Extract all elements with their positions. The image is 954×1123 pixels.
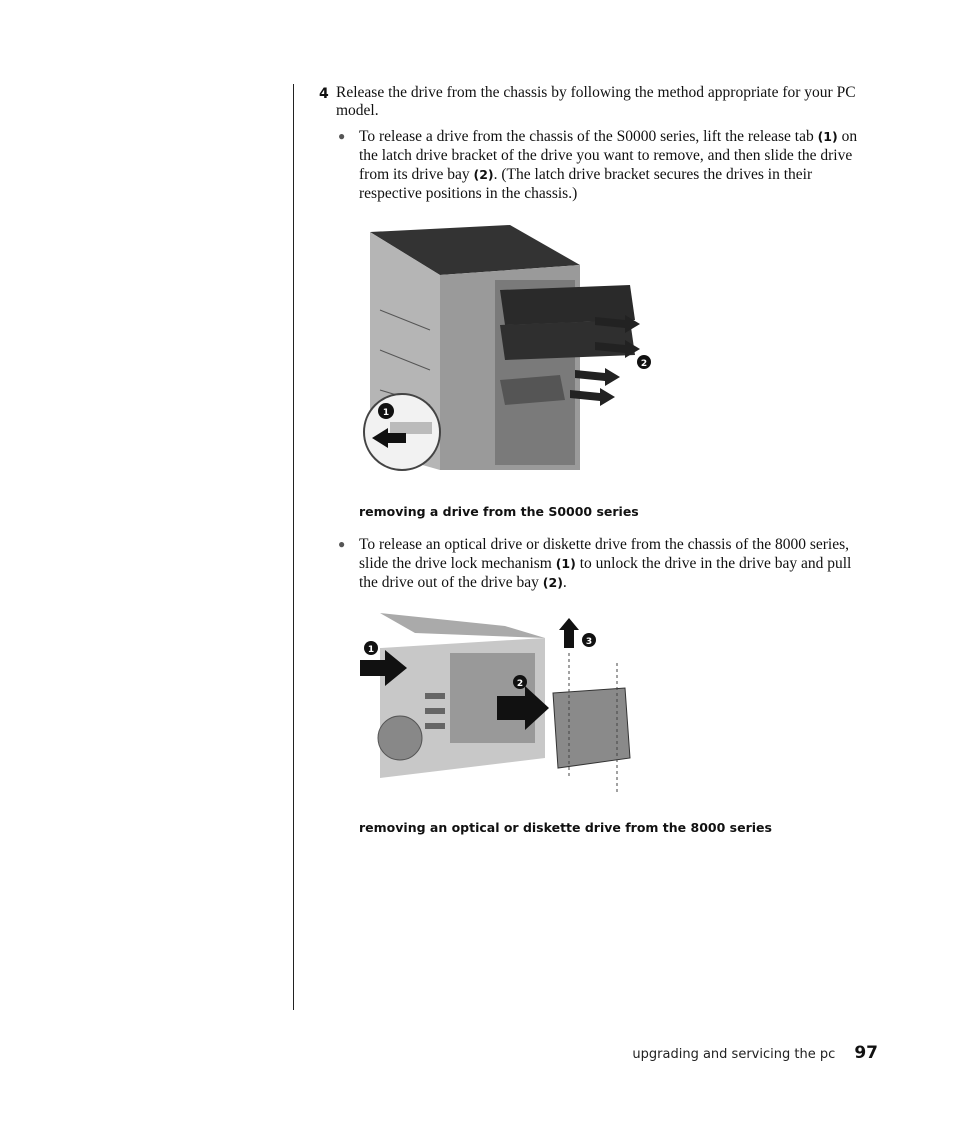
figure2-caption: removing an optical or diskette drive from the 8000 series: [359, 820, 772, 835]
page-footer: [632, 1043, 878, 1063]
callout-1-label: 1: [382, 408, 390, 418]
bullet-s0000-text: [359, 127, 858, 203]
bullet2-part3: .: [562, 574, 567, 591]
bullet-dot-icon: ●: [338, 129, 346, 143]
arrow-lower-icon: [575, 368, 620, 386]
chassis-top: [380, 613, 545, 638]
bullet1-ref1: (1): [817, 129, 838, 144]
fan: [378, 716, 422, 760]
bullet2-ref1: (1): [555, 556, 576, 571]
page-number: 97: [854, 1043, 878, 1063]
bullet1-part1: To release a drive from the chassis of the S0000 series, lift the release tab: [359, 128, 818, 145]
step-4: [319, 84, 864, 120]
figure-8000-drive-removal: [355, 608, 645, 803]
bullet1-part2: on the latch drive bracket of the drive you want to remove, and then slide the drive from its drive bay: [359, 128, 858, 183]
removed-drive: [553, 688, 630, 768]
step-text: Release the drive from the chassis by following the method appropriate for your PC model.: [336, 84, 856, 119]
arrow-3-icon: [559, 618, 579, 648]
bullet1-part3: . (The latch drive bracket secures the drives in their respective positions in the chassis.): [359, 166, 813, 202]
footer-section: upgrading and servicing the pc: [632, 1047, 836, 1062]
bullet-8000: [338, 535, 858, 592]
diskette-drive: [500, 375, 565, 405]
bullet2-ref2: (2): [542, 575, 563, 590]
bullet-s0000: [338, 127, 858, 203]
callout-3-label: 3: [585, 637, 593, 647]
release-tab: [390, 422, 432, 434]
bullet2-part2: to unlock the drive in the drive bay and pull the drive out of the drive bay: [359, 555, 852, 591]
figure-s0000-drive-removal: [360, 220, 660, 475]
bullet-8000-text: [359, 535, 858, 592]
bullet2-part1: To release an optical drive or diskette drive from the chassis of the 8000 series, slide the drive lock mechanism: [359, 536, 850, 572]
callout-2-label: 2: [640, 359, 648, 369]
figure1-caption: removing a drive from the S0000 series: [359, 504, 639, 519]
margin-rule: [293, 84, 294, 1010]
step-number: 4: [319, 86, 329, 102]
callout-2-label: 2: [516, 679, 524, 689]
bullet-dot-icon: ●: [338, 537, 346, 551]
callout-1-label: 1: [367, 645, 375, 655]
bullet1-ref2: (2): [473, 167, 494, 182]
